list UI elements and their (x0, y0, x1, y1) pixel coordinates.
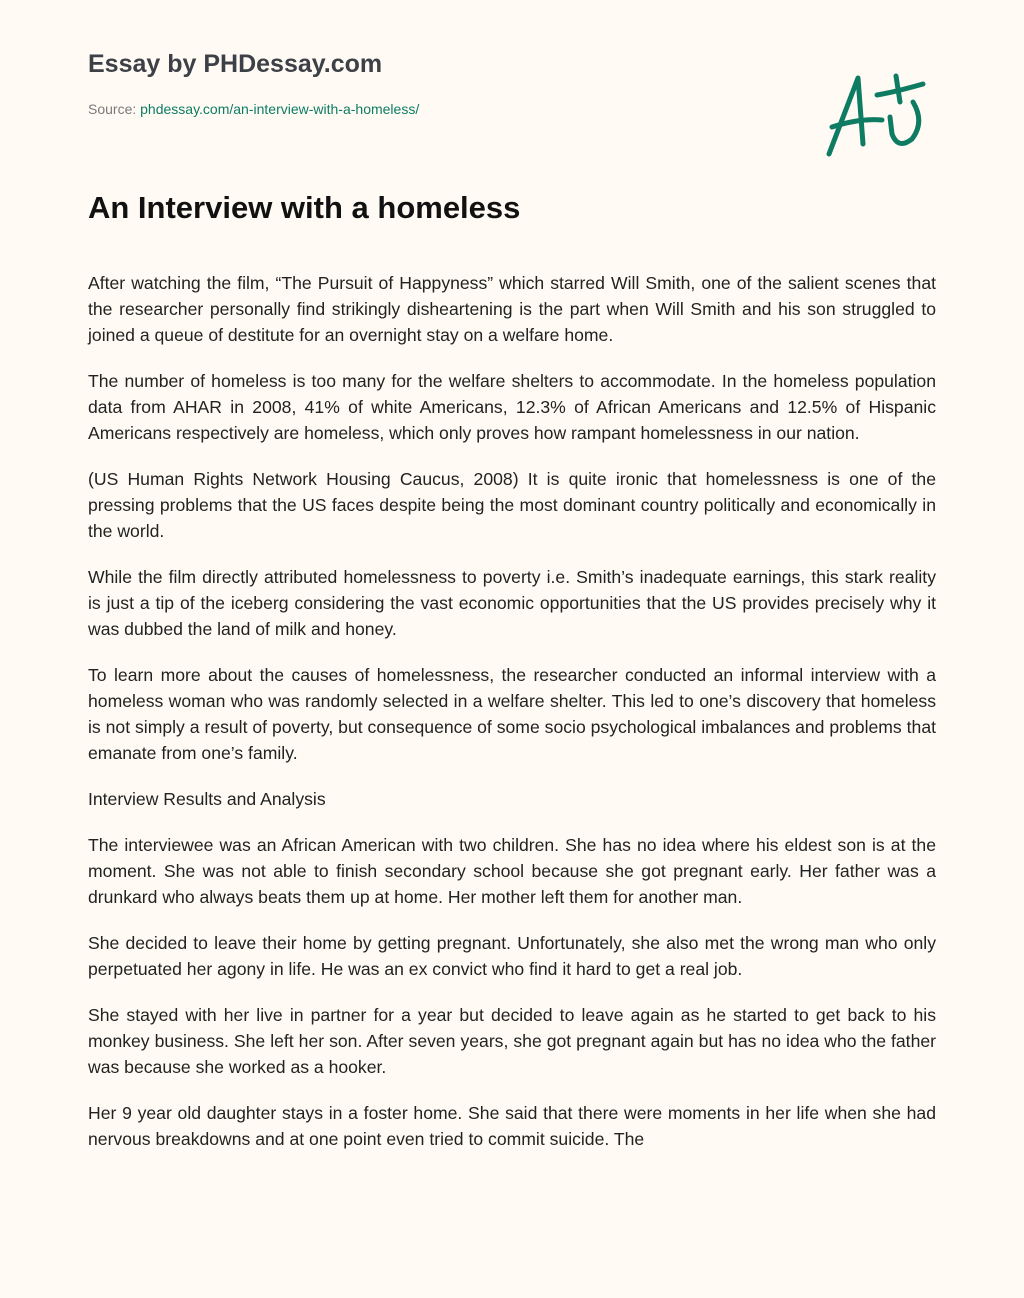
a-plus-logo-icon (820, 62, 930, 162)
paragraph: After watching the film, “The Pursuit of Happyness” which starred Will Smith, one of the salient scenes that the researcher personally find strikingly disheartening is the part when Will Smith and his son struggled to joined a queue of destitute for an overnight stay on a welfare home. (88, 273, 936, 345)
paragraph: While the film directly attributed homelessness to poverty i.e. Smith’s inadequate earnings, this stark reality is just a tip of the iceberg considering the vast economic opportunities that the US provides precisely why it was dubbed the land of milk and honey. (88, 567, 936, 639)
source-label: Source: (88, 101, 141, 117)
article-title: An Interview with a homeless (88, 190, 521, 225)
paragraph: The number of homeless is too many for the welfare shelters to accommodate. In the homeless population data from AHAR in 2008, 41% of white Americans, 12.3% of African Americans and 12.5% of Hispanic Americans respectively are homeless, which only proves how rampant homelessness in our nation. (88, 371, 936, 443)
paragraph: She stayed with her live in partner for a year but decided to leave again as he started to get back to his monkey business. She left her son. After seven years, she got pregnant again but has no idea who the father was because she worked as a hooker. (88, 1005, 936, 1077)
paragraph: (US Human Rights Network Housing Caucus, 2008) It is quite ironic that homelessness is one of the pressing problems that the US faces despite being the most dominant country politically and economically in the world. (88, 469, 936, 541)
paragraph: She decided to leave their home by getting pregnant. Unfortunately, she also met the wrong man who only perpetuated her agony in life. He was an ex convict who find it hard to get a real job. (88, 933, 936, 979)
paragraph: Her 9 year old daughter stays in a foster home. She said that there were moments in her life when she had nervous breakdowns and at one point even tried to commit suicide. The (88, 1103, 936, 1149)
section-heading: Interview Results and Analysis (88, 789, 326, 809)
site-title: Essay by PHDessay.com (88, 50, 383, 78)
article-body (88, 270, 936, 1172)
source-line (88, 101, 419, 117)
paragraph: The interviewee was an African American with two children. She has no idea where his eldest son is at the moment. She was not able to finish secondary school because she got pregnant early. Her father was a drunkard who always beats them up at home. Her mother left them for another man. (88, 835, 936, 907)
source-link[interactable]: phdessay.com/an-interview-with-a-homeless/ (140, 101, 420, 117)
paragraph: To learn more about the causes of homelessness, the researcher conducted an informal interview with a homeless woman who was randomly selected in a welfare shelter. This led to one’s discovery that homeless is not simply a result of poverty, but consequence of some socio psychological imbalances and problems that emanate from one’s family. (88, 665, 936, 763)
